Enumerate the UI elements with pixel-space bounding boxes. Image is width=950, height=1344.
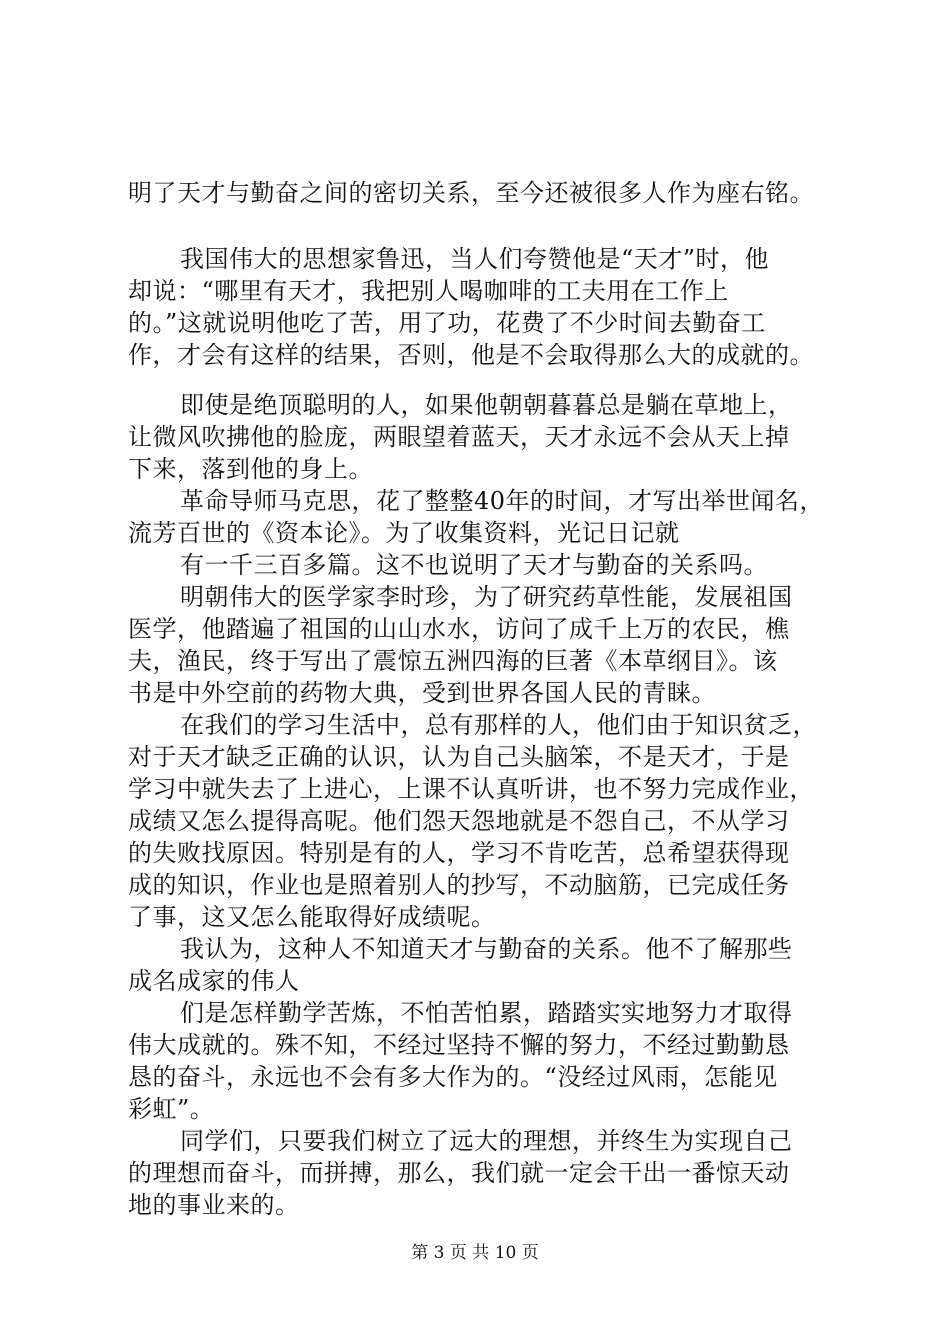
text-line: 作，才会有这样的结果，否则，他是不会取得那么大的成就的。 [128,341,814,369]
text-line: 同学们，只要我们树立了远大的理想，并终生为实现自己 [180,1127,793,1155]
text-line: 在我们的学习生活中，总有那样的人，他们由于知识贫乏， [180,711,817,739]
text-line: 我国伟大的思想家鲁迅，当人们夸赞他是“天才”时，他 [180,245,770,273]
text-line: 恳的奋斗，永远也不会有多大作为的。“没经过风雨，怎能见 [128,1063,778,1091]
text-line: 即使是绝顶聪明的人，如果他朝朝暮暮总是躺在草地上， [180,391,793,419]
text-line: 流芳百世的《资本论》。为了收集资料，光记日记就 [128,519,680,547]
text-line: 学习中就失去了上进心，上课不认真听讲，也不努力完成作业， [128,775,814,803]
text-line: 成名成家的伟人 [128,967,300,995]
text-line: 有一千三百多篇。这不也说明了天才与勤奋的关系吗。 [180,551,768,579]
text-line: 下来，落到他的身上。 [128,455,373,483]
text-line: 了事，这又怎么能取得好成绩呢。 [128,903,496,931]
page-number-footer: 第 3 页 共 10 页 [411,1243,539,1263]
text-line: 地的事业来的。 [128,1191,300,1219]
text-line: 彩虹”。 [128,1095,215,1123]
text-line: 明了天才与勤奋之间的密切关系，至今还被很多人作为座右铭。 [128,179,814,207]
text-line: 的失败找原因。特别是有的人，学习不肯吃苦，总希望获得现 [128,839,790,867]
text-line: 书是中外空前的药物大典，受到世界各国人民的青睐。 [128,679,716,707]
text-line: 伟大成就的。殊不知，不经过坚持不懈的努力，不经过勤勤恳 [128,1031,790,1059]
text-line: 的理想而奋斗，而拼搏，那么，我们就一定会干出一番惊天动 [128,1159,790,1187]
text-line: 我认为，这种人不知道天才与勤奋的关系。他不了解那些 [180,935,793,963]
text-line: 成绩又怎么提得高呢。他们怨天怨地就是不怨自己，不从学习 [128,807,790,835]
text-line: 让微风吹拂他的脸庞，两眼望着蓝天，天才永远不会从天上掉 [128,423,790,451]
text-line: 对于天才缺乏正确的认识，认为自己头脑笨，不是天才，于是 [128,743,790,771]
text-line: 的。”这就说明他吃了苦，用了功，花费了不少时间去勤奋工 [128,309,766,337]
text-line: 革命导师马克思，花了整整40年的时间，才写出举世闻名， [180,487,825,515]
text-line: 们是怎样勤学苦炼，不怕苦怕累，踏踏实实地努力才取得 [180,999,793,1027]
text-line: 医学，他踏遍了祖国的山山水水，访问了成千上万的农民，樵 [128,615,790,643]
text-line: 却说：“哪里有天才，我把别人喝咖啡的工夫用在工作上 [128,277,729,305]
text-line: 明朝伟大的医学家李时珍，为了研究药草性能，发展祖国 [180,583,793,611]
text-line: 夫，渔民，终于写出了震惊五洲四海的巨著《本草纲目》。该 [128,647,778,675]
text-line: 成的知识，作业也是照着别人的抄写，不动脑筋，已完成任务 [128,871,790,899]
